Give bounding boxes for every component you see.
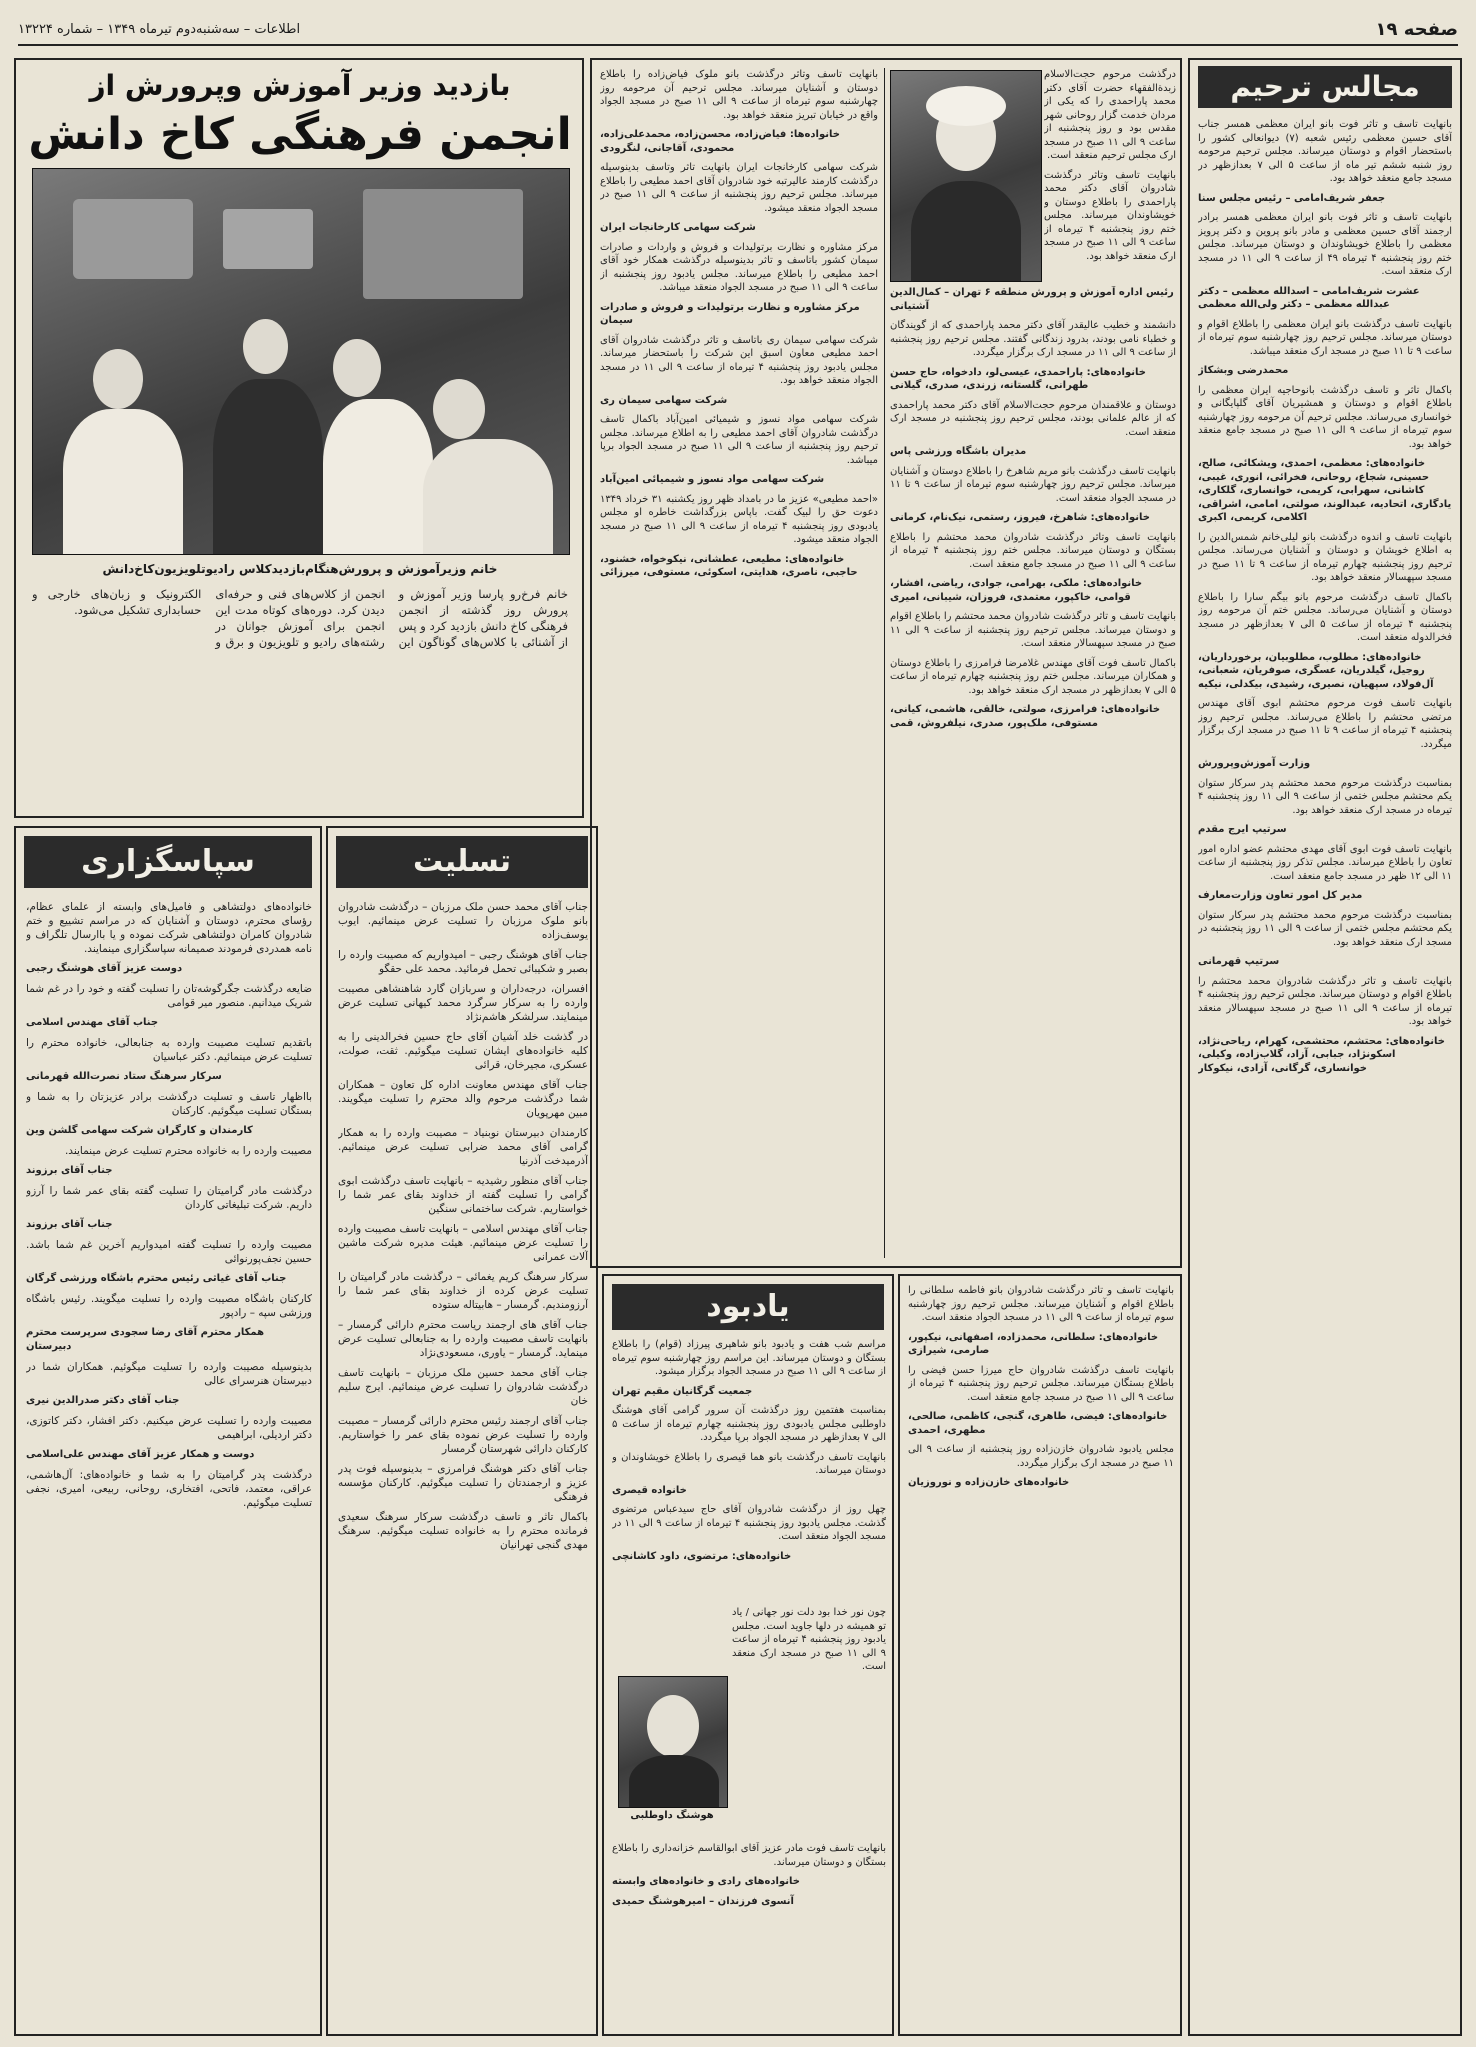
notice-signature: مدیر کل امور تعاون وزارت‌معارف [1198,890,1363,901]
issue-info: اطلاعات – سه‌شنبه‌دوم تیرماه ۱۳۴۹ – شماره ۱۳۲۲۴ [18,21,301,37]
notice-paragraph: بانهایت تاسف درگذشت بانو هما قیصری را باطلاع خویشاوندان و دوستان میرساند. [612,1451,886,1476]
condolence-entry: سرکار سرهنگ کریم یغمائی – درگذشت مادر گرامیتان را تسلیت عرض کرده از خداوند بقای عمر شما را آرزومندیم. گرمسار – هابیتاله ستوده [338,1271,588,1311]
majales-tarhim-text [1198,118,1452,2023]
notice-paragraph: بانهایت تاسف و اندوه درگذشت بانو لیلی‌خانم شمس‌الدین را به اطلاع خویشان و دوستان و آشنایان می‌رساند. مجلس ترحیم روز پنجشنبه چهارم تیرماه از ساعت ۹ تا ۱۱ صبح در مسجد سپهسالار منعقد خواهد بود. [1198,531,1452,583]
notice-paragraph: چون نور خدا بود دلت نور جهانی / یاد تو همیشه در دلها جاوید است. مجلس یادبود روز پنجشنبه ۴ تیرماه از ساعت ۹ الی ۱۱ صبح در مسجد ارک منعقد است. [732,1607,886,1672]
notice-signature: محمدرضی وبشکاژ [1198,365,1289,376]
notice-paragraph: بانهایت تاسف درگذشت بانو ایران معظمی را باطلاع اقوام و دوستان میرساند. مجلس ترحیم روز چهارشنبه سوم تیرماه از ساعت ۹ تا ۱۱ صبح در مسجد ارک منعقد میباشد. [1198,318,1452,357]
notice-paragraph: شرکت سهامی سیمان ری باتاسف و تاثر درگذشت شادروان آقای احمد مطیعی معاون اسبق این شرکت را باستحضار میرساند. مجلس یادبود روز پنجشنبه ۴ تیرماه از ساعت ۹ الی ۱۱ در مسجد الجواد منعقد خواهد بود. [600,334,878,386]
condolence-entry: جناب آقای ارجمند رئیس محترم دارائی گرمسار – مصیبت وارده را تسلیت عرض نموده بقای عمر را خواستاریم. کارکنان دارائی شهرستان گرمسار [338,1415,588,1455]
notice-paragraph: درگذشت پدر گرامیتان را به شما و خانواده‌های: آل‌هاشمی، عراقی، معتمد، فاتحی، افتخاری، روحانی، ربیعی، امیری، نجفی تسلیت میگوئیم. [26,1469,312,1509]
notice-signature: خانواده‌های: محتشم، محتشمی، کهرام، ریاحی‌نژاد، اسکونژاد، جبابی، آزاد، گلاب‌زاده، وکیلی، خوانساری، گرگانی، آزادی، نیکوکار [1198,1035,1445,1074]
main-article [14,58,584,818]
notice-signature: جناب آقای برزوند [26,1165,113,1176]
article-title-line2: انجمن فرهنگی کاخ دانش [28,109,572,160]
notice-signature: جمعیت گرگانیان مقیم تهران [612,1385,753,1397]
notice-paragraph: بانهایت تاسف و تاثر درگذشت شادروان محمد محتشم را باطلاع اقوام و دوستان میرساند. مجلس ترحیم روز پنجشنبه ۴ تیرماه از ساعت ۹ الی ۱۱ صبح در مسجد سپهسالار منعقد خواهد بود. [1198,975,1452,1027]
portrait-photo-cleric [890,70,1042,282]
notice-signature: جناب آقای غیاثی رئیس محترم باشگاه ورزشی گرگان [26,1273,287,1284]
notice-signature: جناب آقای مهندس اسلامی [26,1017,159,1028]
notice-paragraph: کارکنان باشگاه مصیبت وارده را تسلیت میگویند. رئیس باشگاه ورزشی سپه – رادپور [26,1293,312,1319]
notice-signature: دوست عزیز آقای هوشنگ رجبی [26,963,183,974]
notice-paragraph: بانهایت تاسف فوت مرحوم محتشم ابوی آقای مهندس مرتضی محتشم را باطلاع می‌رساند. مجلس ترحیم روز پنجشنبه ۴ تیرماه از ساعت ۹ تا ۱۱ صبح در مسجد ارک برگزار میگردد. [1198,698,1452,750]
tasliat-text [338,900,588,2028]
condolence-entry: جناب آقای مهندس معاونت اداره کل تعاون – همکاران شما درگذشت مرحوم والد محترم را تسلیت میگویند. مبین مهرپویان [338,1079,588,1119]
notice-signature: جناب آقای برزوند [26,1219,113,1230]
portrait-photo-davtalabi [618,1676,728,1808]
notice-signature: سرکار سرهنگ ستاد نصرت‌الله قهرمانی [26,1071,222,1082]
notice-paragraph: بانهایت تاسف وتاثر درگذشت شادروان محمد محتشم را باطلاع بستگان و دوستان میرساند. مجلس ختم روز پنجشنبه ۴ تیرماه از ساعت ۹ الی ۱۱ صبح در مسجد جامع منعقد است. [890,531,1176,570]
notice-signature: خانواده‌های: فیضی، طاهری، گنجی، کاظمی، صالحی، مطهری، احمدی [908,1411,1168,1436]
notice-signature: سرتیپ ایرج مقدم [1198,824,1287,835]
notice-paragraph: بمناسبت درگذشت مرحوم محمد محتشم پدر سرکار ستوان یکم محتشم مجلس ختمی از ساعت ۹ الی ۱۱ روز پنجشنبه ۴ تیرماه در مسجد ارک منعقد خواهد بود. [1198,777,1452,816]
notice-paragraph: بانهایت تاسف فوت ابوی آقای مهدی محتشم عضو اداره امور تعاون را باطلاع میرساند. مجلس تذکر روز پنجشنبه از ساعت ۱۱ الی ۱۲ ظهر در مسجد جامع منعقد است. [1198,843,1452,882]
majales-tarhim-heading: مجالس ترحیم [1198,66,1452,108]
majales-tarhim-section [1188,58,1462,2036]
notice-signature: خانواده‌های: فرامرزی، صولتی، خالقی، هاشمی، کیانی، مستوفی، ملک‌پور، صدری، نیلفروش، قمی [890,704,1161,729]
notice-paragraph: مصیبت وارده را تسلیت عرض میکنیم. دکتر افشار، دکتر کاتوزی، دکتر اردیلی، ابراهیمی [26,1415,312,1441]
notice-paragraph: درگذشت مادر گرامیتان را تسلیت گفته بقای عمر شما را آرزو داریم. شرکت تبلیغاتی کاردان [26,1185,312,1211]
notice-paragraph: «احمد مطیعی» عزیز ما در بامداد ظهر روز یکشنبه ۳۱ خرداد ۱۳۴۹ دعوت حق را لبیک گفت. باپاس بزرگداشت خاطره او مجلس یادبودی روز پنجشنبه ۴ تیرماه از ساعت ۹ الی ۱۱ صبح در مسجد الجواد منعقد میشود. [600,493,878,545]
lower-notices-block [898,1274,1182,2036]
notice-signature: شرکت سهامی سیمان ری [600,394,728,406]
notice-signature: شرکت سهامی مواد نسوز و شیمیائی امین‌آباد [600,474,825,485]
notice-signature: کارمندان و کارگران شرکت سهامی گلشن وین [26,1125,253,1136]
notice-paragraph: مصیبت وارده را تسلیت گفته امیدواریم آخرین غم شما باشد. حسین نجف‌پورنوائی [26,1239,312,1265]
notice-paragraph: بدینوسیله مصیبت وارده را تسلیت میگوئیم. همکاران شما در دبیرستان هنرسرای عالی [26,1361,312,1387]
yadbood-text-bottom [612,1842,886,2028]
condolence-entry: جناب آقای محمد حسن ملک مرزبان – درگذشت شادروان بانو ملوک مرزبان را تسلیت عرض مینمائیم. ایوب یوسف‌زاده [338,901,588,941]
yadbood-text-side [732,1606,886,1836]
notice-paragraph: باکمال تاسف درگذشت مرحوم بانو بیگم سارا را باطلاع دوستان و آشنایان می‌رساند. مجلس ختم آن مرحومه روز پنجشنبه ۴ تیرماه از ساعت ۵ الی ۷ بعدازظهر در مسجد فخرالدوله منعقد است. [1198,591,1452,643]
portrait-caption-davtalabi: هوشنگ داوطلبی [630,1810,714,1821]
notice-paragraph: دوستان و علاقمندان مرحوم حجت‌الاسلام آقای دکتر محمد پاراحمدی که از عالم علمانی بودند، مجلس ترحیم روز پنجشنبه در مسجد ارک منعقد است. [890,399,1176,438]
article-body [32,586,568,808]
condolence-entry: جناب آقای دکتر هوشنگ فرامرزی – بدینوسیله فوت پدر عزیز و ارجمندتان را تسلیت میگوئیم. کارکنان مؤسسه فرهنگی [338,1463,588,1503]
notice-paragraph: بمناسبت هفتمین روز درگذشت آن سرور گرامی آقای هوشنگ داوطلبی مجلس یادبودی روز پنجشنبه چهارم تیرماه از ساعت ۵ الی ۷ بعدازظهر در مسجد الجواد برپا میگردد. [612,1405,886,1443]
condolence-entry: جناب آقای هوشنگ رجبی – امیدواریم که مصیبت وارده را بصبر و شکیبائی تحمل فرمائید. محمد علی حقگو [338,949,588,975]
classroom-photo [32,168,570,555]
condolence-entry: در گذشت خلد آشیان آقای حاج حسین فخرالدینی را به کلیه خانواده‌های ایشان تسلیت میگوئیم. ثقت، صولت، عسکری، مجیرخان، قرائی [338,1031,588,1071]
notice-signature: همکار محترم آقای رضا سجودی سرپرست محترم دبیرستان [26,1327,265,1352]
notice-signature: خانواده‌های: مطلوب، مطلوبیان، برخورداریان، روجیل، گیلدریان، عسگری، صوفریان، شعبانی، آل‌فولاد، سپهیان، نصیری، رشیدی، بیکدلی، نیکیه [1198,651,1434,690]
notice-signature: وزارت آموزش‌وپرورش [1198,758,1311,769]
classroom-photo-caption: خانم وزیرآموزش و پرورش‌هنگام‌بازدید‌کلاس رادیوتلویزیون‌کاخ‌دانش [102,562,498,576]
notice-signature: خانواده‌های: ملکی، بهرامی، جوادی، ریاضی، افشار، قوامی، خاکپور، معتمدی، فروزان، شیبانی، امیری [890,578,1143,603]
sepasgozari-heading: سپاسگزاری [24,836,312,888]
condolence-entry: جناب آقای های ارجمند ریاست محترم دارائی گرمسار – بانهایت تاسف مصیبت وارده را به جنابعالی تسلیت عرض مینماید. گرمسار – یاوری، مسعودی‌نژاد [338,1319,588,1359]
notice-paragraph: مرکز مشاوره و نظارت برتولیدات و فروش و واردات و صادرات سیمان کشور باتاسف و تاثر بدینوسیله درگذشت همکار خود آقای احمد مطیعی را باطلاع میرساند. مجلس یادبود روز پنجشنبه از ساعت ۹ الی ۱۱ صبح در مسجد الجواد منعقد میباشد. [600,241,878,293]
notice-paragraph: مجلس یادبود شادروان خازن‌زاده روز پنجشنبه از ساعت ۹ الی ۱۱ صبح در مسجد ارک برگزار میگردد. [908,1444,1174,1469]
notice-signature: خانواده‌ها: فیاض‌زاده، محسن‌زاده، محمدعلی‌زاده، محمودی، آقاجانی، لنگرودی [600,129,840,154]
tasliat-section [326,826,598,2036]
notice-paragraph: ضایعه درگذشت جگرگوشه‌تان را تسلیت گفته و خود را در غم شما شریک میدانیم. منصور میر قوامی [26,983,312,1009]
notice-signature: مدیران باشگاه ورزشی پاس [890,446,1027,457]
notice-paragraph: چهل روز از درگذشت شادروان آقای حاج سیدعباس مرتضوی گذشت. مجلس یادبود روز پنجشنبه ۴ تیرماه از ساعت ۹ الی ۱۱ در مسجد الجواد منعقد است. [612,1504,886,1542]
condolence-entry: باکمال تاثر و تاسف درگذشت سرکار سرهنگ سعیدی فرمانده محترم را به خانواده تسلیت میگوئیم. سرهنگ مهدی گنجی تهرانیان [338,1511,588,1551]
notice-paragraph: بانهایت تاسف و تاثر درگذشت شادروان محمد محتشم را باطلاع اقوام و دوستان میرساند. مجلس ترحیم روز پنجشنبه از ساعت ۹ الی ۱۱ صبح در مسجد سپهسالار منعقد است. [890,611,1176,649]
center-notices-block [590,58,1182,1268]
notice-paragraph: بانهایت تاسف فوت مادر عزیز آقای ابوالقاسم خزانه‌داری را باطلاع بستگان و دوستان میرساند. [612,1843,886,1868]
yadbood-text-top [612,1338,886,1598]
notice-paragraph: بانهایت تاسف و تاثر فوت بانو ایران معظمی همسر جناب آقای حسین معظمی رئیس شعبه (۷) دیوانعالی کشور را باستحضار اقوام و دوستان میرساند. مجلس ترحیم مرحومه روز شنبه ششم تیر ماه از ساعت ۵ الی ۷ بعدازظهر در مسجد جامع منعقد خواهد بود. [1198,119,1452,184]
notice-signature: عشرت شریف‌امامی – اسدالله معظمی – دکتر عبدالله معظمی – دکتر ولی‌الله معظمی [1198,285,1420,310]
notice-paragraph: مصیبت وارده را به خانواده محترم تسلیت عرض مینمایند. [64,1145,312,1157]
notice-signature: خانواده‌های رادی و خانواده‌های وابسته [612,1876,800,1887]
notice-signature: آنسوی فرزندان – امیرهوشنگ حمیدی [612,1895,794,1907]
notice-signature: مرکز مشاوره و نظارت برتولیدات و فروش و صادرات سیمان [600,301,860,326]
notice-paragraph: مراسم شب هفت و یادبود بانو شاهپری پیرزاد (قوام) را باطلاع بستگان و دوستان میرساند. این مراسم روز چهارشنبه سوم تیرماه از ساعت ۹ الی ۱۱ صبح در مسجد الجواد برگزار میشود. [612,1339,886,1377]
notice-signature: جعفر شریف‌امامی – رئیس مجلس سنا [1198,192,1386,204]
notice-paragraph: بمناسبت درگذشت مرحوم محمد محتشم پدر سرکار ستوان یکم محتشم مجلس ختمی از ساعت ۹ الی ۱۱ روز پنجشنبه در مسجد ارک منعقد خواهد بود. [1198,909,1452,948]
condolence-entry: جناب آقای منظور رشیدیه – بانهایت تاسف درگذشت ابوی گرامی را تسلیت گفته از خداوند بقای عمر شما را خواستاریم. شرکت ساختمانی سنگین [338,1175,588,1215]
notice-signature: خانواده‌های: شاهرخ، فیروز، رستمی، نیک‌نام، کرمانی [890,512,1150,523]
notice-paragraph: بانهایت تاسف درگذشت بانو مریم شاهرخ را باطلاع دوستان و آشنایان میرساند. مجلس ترحیم روز چهارشنبه سوم تیرماه از ساعت ۹ تا ۱۱ در مسجد الجواد منعقد است. [890,465,1176,504]
condolence-entry: افسران، درجه‌داران و سربازان گارد شاهنشاهی مصیبت وارده را به سرکار سرگرد محمد کیهانی تسلیت عرض مینمایند. سرلشکر هاشم‌نژاد [338,983,588,1023]
notice-signature: سرتیپ قهرمانی [1198,956,1280,967]
notice-paragraph: خانواده‌های دولتشاهی و فامیل‌های وابسته از علمای عظام، رؤسای محترم، دوستان و آشنایان که در مراسم تشییع و ختم شادروان کامران دولتشاهی شرکت نموده و یا باارسال تلگراف و نامه همدردی فرمودند صمیمانه سپاسگزاری مینمایند. [26,901,312,955]
page-masthead [18,14,1458,46]
article-paragraph: خانم فرخ‌رو پارسا وزیر آموزش و پرورش روز گذشته از انجمن فرهنگی کاخ دانش بازدید کرد و پس از آشنائی با کلاس‌های گوناگون این انجمن از کلاس‌های فنی و حرفه‌ای دیدن کرد. دوره‌های کوتاه مدت این انجمن برای آموزش جوانان در رشته‌های رادیو و تلویزیون و برق و الکترونیک و زبان‌های خارجی و حسابداری تشکیل می‌شود. [32,587,568,649]
yadbood-section [602,1274,894,2036]
notice-paragraph: شرکت سهامی مواد نسوز و شیمیائی امین‌آباد باکمال تاسف درگذشت شادروان آقای احمد مطیعی را به اطلاع میرساند. مجلس ترحیم روز پنجشنبه از ساعت ۹ الی ۱۱ صبح در مسجد الجواد برپا میباشد. [600,414,878,466]
sepasgozari-text [26,900,312,2028]
sepasgozari-section [14,826,322,2036]
condolence-entry: جناب آقای مهندس اسلامی – بانهایت تاسف مصیبت وارده را تسلیت عرض مینمائیم. هیئت مدیره شرکت ماشین آلات عمرانی [338,1223,588,1263]
page-number: صفحه ۱۹ [1375,18,1458,40]
notice-signature: شرکت سهامی کارخانجات ایران [600,222,756,233]
notice-paragraph: باکمال تاثر و تاسف درگذشت بانوحاجیه ایران معظمی را باطلاع اقوام و دوستان و همشیریان آقای گلپایگانی و خوانساری می‌رساند. مجلس ترحیم آن مرحومه روز چهارشنبه سوم تیرماه از ساعت ۹ الی ۱۱ صبح در مسجد جامع منعقد خواهد بود. [1198,384,1452,450]
column-divider [884,68,885,1258]
notice-signature: خانواده‌های: مطیعی، عطشانی، نیکوخواه، خشنود، حاجبی، ناصری، هدایتی، اسکوئی، مستوفی، میرزائی [600,553,858,578]
notice-paragraph: باتقدیم تسلیت مصیبت وارده به جنابعالی، خانواده محترم را تسلیت عرض مینمائیم. دکتر عباسیان [26,1037,312,1063]
notice-signature: جناب آقای دکتر صدرالدین نیری [26,1395,180,1406]
notice-paragraph: بانهایت تاسف درگذشت شادروان حاج میرزا حسن فیضی را باطلاع بستگان میرساند. مجلس ترحیم روز پنجشنبه ۴ تیرماه از ساعت ۹ الی ۱۱ صبح در مسجد جامع منعقد است. [908,1364,1174,1403]
notice-paragraph: بانهایت تاسف وتاثر درگذشت بانو ملوک فیاض‌زاده را باطلاع دوستان و آشنایان میرساند. مجلس ترحیم آن مرحومه روز چهارشنبه سوم تیرماه از ساعت ۹ الی ۱۱ صبح در مسجد الجواد واقع در خیابان تبریز منعقد خواهد بود. [600,69,878,121]
notice-signature: رئیس اداره آموزش و پرورش منطقه ۶ تهران – کمال‌الدین آشتیانی [890,287,1174,312]
notice-signature: خانواده‌های خازن‌زاده و نوروزیان [908,1477,1070,1488]
notice-paragraph: بانهایت تاسف و تاثر درگذشت شادروان بانو فاطمه سلطانی را باطلاع اقوام و آشنایان میرساند. مجلس ترحیم روز چهارشنبه سوم تیرماه از ساعت ۹ الی ۱۱ در مسجد الجواد منعقد است. [908,1285,1174,1323]
tasliat-heading: تسلیت [336,836,588,888]
notice-paragraph: بانهایت تاسف و تاثر فوت بانو ایران معظمی همسر برادر ارجمند آقای حسین معظمی و مادر بانو پروین و دکتر پرویز معظمی را باطلاع خویشاوندان و دوستان میرساند. مجلس ختم روز پنجشنبه ۴ تیرماه ۴۹ از ساعت ۹ الی ۱۱ در مسجد ارک منعقد است. [1198,212,1452,277]
notice-paragraph: درگذشت مرحوم حجت‌الاسلام زبدةالفقهاء حضرت آقای دکتر محمد پاراحمدی را که یکی از مردان خدمت گزار روحانی شهر مقدس بود و روز پنجشنبه از ساعت ۹ الی ۱۱ صبح در مسجد ارک مجلس ترحیم منعقد است. [1044,69,1176,161]
notice-signature: خانواده‌های: پاراحمدی، عیسی‌لو، دادخواه، حاج حسن طهرانی، گلستانه، زرندی، صدری، گیلانی [890,366,1146,391]
notice-signature: خانواده قیصری [612,1484,687,1496]
notice-paragraph: دانشمند و خطیب عالیقدر آقای دکتر محمد پاراحمدی که از گویندگان و خطباء نامی بودند، بدرود زندگانی گفتند. مجلس ترحیم روز پنجشنبه از ساعت ۹ الی ۱۱ در مسجد ارک برگزار میگردد. [890,320,1176,358]
center-text-col-2 [600,68,878,1258]
notice-paragraph: بانهایت تاسف وتاثر درگذشت شادروان آقای دکتر محمد پاراحمدی را باطلاع دوستان و خویشاوندان میرساند. مجلس ختم روز پنجشنبه ۴ تیرماه از ساعت ۹ الی ۱۱ صبح در مسجد ارک منعقد خواهد بود. [1044,169,1176,262]
notice-signature: خانواده‌های: مرتضوی، داود کاشانچی [612,1550,792,1562]
condolence-entry: کارمندان دبیرستان نوبنیاد – مصیبت وارده را به همکار گرامی آقای محمد ضرابی تسلیت عرض مینمائیم. آذرمیدخت آذرنیا [338,1127,588,1167]
center-text-col-1b [890,286,1176,1256]
notice-signature: خانواده‌های: سلطانی، محمدزاده، اصفهانی، نیکپور، صارمی، شیرازی [908,1331,1159,1356]
notice-paragraph: شرکت سهامی کارخانجات ایران بانهایت تاثر وتاسف بدینوسیله درگذشت کارمند عالیرتبه خود شادروان آقای احمد مطیعی را باطلاع میرساند. مجلس ترحیم روز پنجشنبه از ساعت ۹ الی ۱۱ صبح در مسجد الجواد منعقد میشود. [600,162,878,214]
yadbood-heading: یادبود [612,1284,884,1330]
notice-signature: دوست و همکار عزیز آقای مهندس علی‌اسلامی [26,1449,255,1460]
article-title-line1: بازدید وزیر آموزش وپرورش از [89,69,511,102]
notice-signature: خانواده‌های: معظمی، احمدی، ویشکائی، صالح، حسینی، شجاع، روحانی، فخرائی، انوری، غیبی، کاشانی، سهرابی، کریمی، خوانساری، گلکاری، یادگاری، اتحادیه، عبدالوند، صولتی، امامی، اشراقی، اکلامی، کریمی، اکبری [1198,458,1452,523]
notice-paragraph: بااظهار تاسف و تسلیت درگذشت برادر عزیزتان را به شما و بستگان تسلیت میگوئیم. کارکنان [26,1091,312,1117]
notice-paragraph: باکمال تاسف فوت آقای مهندس غلامرضا فرامرزی را باطلاع دوستان و همکاران میرساند. مجلس ختم روز پنجشنبه چهارم تیرماه از ساعت ۵ الی ۷ بعدازظهر در مسجد ارک منعقد خواهد بود. [890,657,1176,696]
condolence-entry: جناب آقای محمد حسین ملک مرزبان – بانهایت تاسف درگذشت شادروان را تسلیت عرض مینمائیم. ایرج سلیم خان [338,1367,588,1407]
lower-notices-text [908,1284,1174,2028]
